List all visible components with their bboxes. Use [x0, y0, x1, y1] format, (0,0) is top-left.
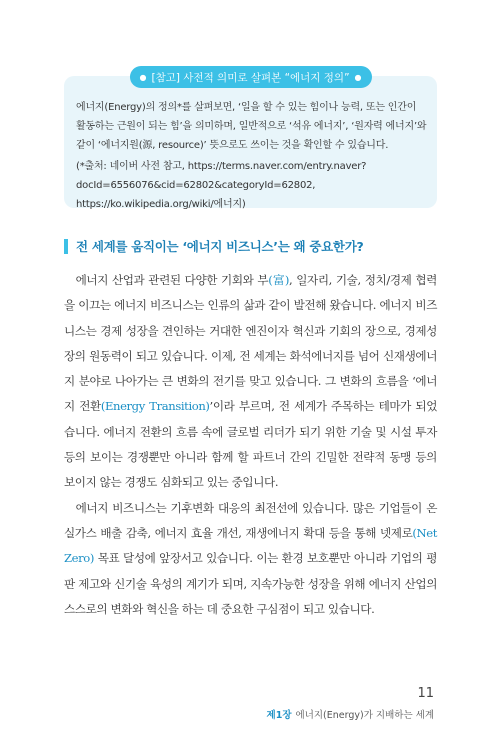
note-definition: 에너지(Energy)의 정의*를 살펴보면, ‘일을 할 수 있는 힘이나 능력, 또는 인간이 활동하는 근원이 되는 힘’을 의미하며, 일반적으로 ‘석유 에너지’, ‘원자력 에너지’와 같이 ‘에너지원(源, resource)’ 뜻으로도 쓰이는 것을 확인할 수 있습니다.: [76, 102, 427, 151]
note-source: (*출처: 네이버 사전 참고, https://terms.naver.com/entry.naver?docId=6556076&cid=62802&categoryId=62802, https://ko.wikipedia.org/wiki/에너지): [76, 161, 367, 210]
chapter-label: 제1장: [266, 710, 292, 721]
body-text: [64, 268, 437, 622]
section-heading: [64, 237, 363, 255]
p1-english-term: (Energy Transition): [100, 399, 210, 414]
paragraph-2: [64, 496, 437, 622]
p2-text-a: 에너지 비즈니스는 기후변화 대응의 최전선에 있습니다. 많은 기업들이 온실가스 배출 감축, 에너지 효율 개선, 재생에너지 확대 등을 통해 넷제로: [64, 500, 437, 540]
note-title-pill: [129, 66, 371, 88]
p2-english-term: (Net Zero): [64, 525, 437, 566]
p1-text-e: ’이라 부르며, 전 세계가 주목하는 테마가 되었습니다. 에너지 전환의 흐름 속에 글로벌 리더가 되기 위한 기술 및 시설 투자 등의 보이는 경쟁뿐만 아니라 함께 할 파트너 간의 긴밀한 전략적 동맹 등의 보이지 않는 경쟁도 심화되고 있는 중입니다.: [64, 399, 438, 490]
p2-text-c: 목표 달성에 앞장서고 있습니다. 이는 환경 보호뿐만 아니라 기업의 평판 제고와 신기술 육성의 계기가 되며, 지속가능한 성장을 위해 에너지 산업의 스스로의 변화와 혁신을 하는 데 중요한 구심점이 되고 있습니다.: [64, 551, 437, 616]
chapter-title: 에너지(Energy)가 지배하는 세계: [295, 710, 434, 721]
page-number: 11: [417, 686, 434, 701]
paragraph-1: [64, 268, 437, 496]
running-footer: [267, 707, 434, 721]
bullet-icon: ●: [354, 72, 362, 82]
note-title: [참고] 사전적 의미로 살펴본 “에너지 정의”: [151, 71, 350, 84]
heading-accent-bar: [64, 239, 68, 254]
reference-note-box: [64, 71, 437, 210]
note-body: [76, 98, 427, 214]
bullet-icon: ●: [139, 72, 147, 82]
p1-text-a: 에너지 산업과 관련된 다양한 기회와 부: [75, 273, 269, 287]
p1-hanja: (富): [268, 273, 289, 287]
section-heading-text: 전 세계를 움직이는 ‘에너지 비즈니스’는 왜 중요한가?: [76, 239, 364, 254]
p1-text-c: , 일자리, 기술, 정치/경제 협력을 이끄는 에너지 비즈니스는 인류의 삶과 같이 발전해 왔습니다. 에너지 비즈니스는 경제 성장을 견인하는 거대한 엔진이자 혁신과 기회의 장으로, 경제성장의 원동력이 되고 있습니다. 이제, 전 세계는 화석에너지를 넘어 신재생에너지 분야로 나아가는 큰 변화의 전기를 맞고 있습니다. 그 변화의 흐름을 ‘에너지 전환: [64, 273, 437, 414]
